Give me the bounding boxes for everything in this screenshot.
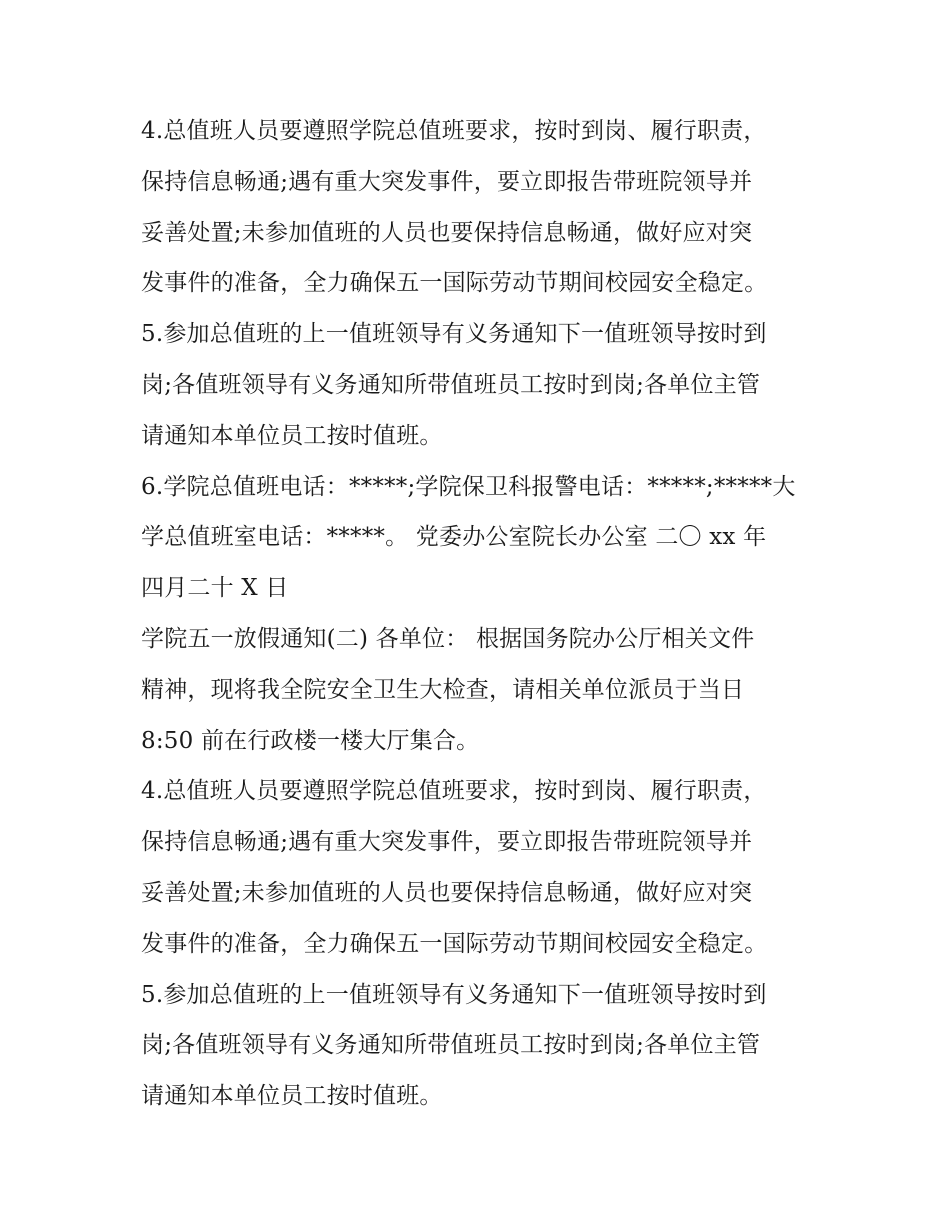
text-line: 5.参加总值班的上一值班领导有义务通知下一值班领导按时到 xyxy=(141,321,767,348)
text-line: 5.参加总值班的上一值班领导有义务通知下一值班领导按时到 xyxy=(141,981,767,1008)
text-line: 保持信息畅通;遇有重大突发事件，要立即报告带班院领导并 xyxy=(141,829,753,856)
text-line: 请通知本单位员工按时值班。 xyxy=(141,422,443,449)
text-line: 8:50 前在行政楼一楼大厅集合。 xyxy=(141,727,480,754)
text-line: 岗;各值班领导有义务通知所带值班员工按时到岗;各单位主管 xyxy=(141,1032,761,1059)
text-line: 妥善处置;未参加值班的人员也要保持信息畅通，做好应对突 xyxy=(141,219,753,246)
document-body xyxy=(141,106,821,1122)
text-line: 岗;各值班领导有义务通知所带值班员工按时到岗;各单位主管 xyxy=(141,371,761,398)
text-line: 妥善处置;未参加值班的人员也要保持信息畅通，做好应对突 xyxy=(141,879,753,906)
text-line: 四月二十 X 日 xyxy=(141,575,289,602)
text-line: 6.学院总值班电话：*****;学院保卫科报警电话：*****;*****大 xyxy=(141,473,796,500)
text-line: 学院五一放假通知(二) 各单位： 根据国务院办公厅相关文件 xyxy=(141,625,755,652)
text-line: 请通知本单位员工按时值班。 xyxy=(141,1083,443,1110)
text-line: 发事件的准备，全力确保五一国际劳动节期间校园安全稳定。 xyxy=(141,930,768,957)
text-line: 4.总值班人员要遵照学院总值班要求，按时到岗、履行职责， xyxy=(141,778,767,805)
text-line: 4.总值班人员要遵照学院总值班要求，按时到岗、履行职责， xyxy=(141,118,767,144)
text-line: 精神，现将我全院安全卫生大检查，请相关单位派员于当日 xyxy=(141,676,745,703)
text-line: 学总值班室电话：*****。 党委办公室院长办公室 二〇 xx 年 xyxy=(141,524,767,551)
text-line: 保持信息畅通;遇有重大突发事件，要立即报告带班院领导并 xyxy=(141,168,753,195)
text-line: 发事件的准备，全力确保五一国际劳动节期间校园安全稳定。 xyxy=(141,270,768,297)
